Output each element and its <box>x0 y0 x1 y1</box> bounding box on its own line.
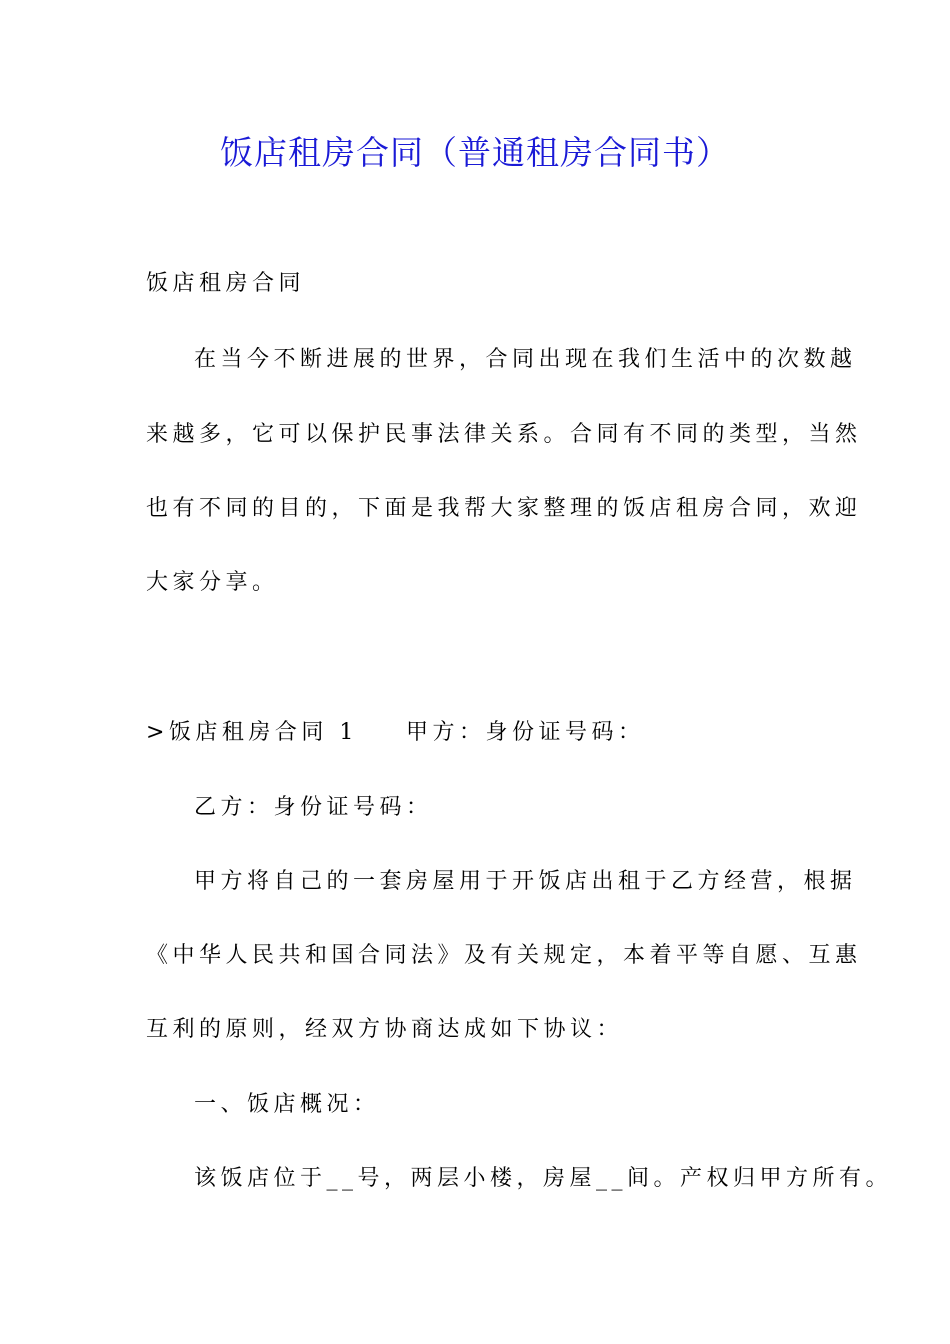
party-a-line: 甲方：身份证号码： <box>405 720 645 745</box>
intro-line-3: 也有不同的目的，下面是我帮大家整理的饭店租房合同，欢迎 <box>146 496 862 521</box>
body-line-1: 甲方将自己的一套房屋用于开饭店出租于乙方经营，根据 <box>194 869 857 894</box>
document-title: 饭店租房合同（普通租房合同书） <box>220 133 730 172</box>
intro-line-4: 大家分享。 <box>146 570 279 595</box>
clause1-text: 该饭店位于__号，两层小楼，房屋__间。产权归甲方所有。 <box>194 1166 893 1191</box>
body-line-3: 互利的原则，经双方协商达成如下协议： <box>146 1017 624 1042</box>
section1-row <box>146 715 816 751</box>
intro-line-1: 在当今不断进展的世界，合同出现在我们生活中的次数越 <box>194 347 857 372</box>
clause1-heading: 一、饭店概况： <box>194 1092 380 1117</box>
body-line-2: 《中华人民共和国合同法》及有关规定，本着平等自愿、互惠 <box>146 943 862 968</box>
intro-line-2: 来越多，它可以保护民事法律关系。合同有不同的类型，当然 <box>146 422 862 447</box>
party-b-line: 乙方：身份证号码： <box>194 795 433 820</box>
document-subtitle: 饭店租房合同 <box>146 271 306 296</box>
section1-heading: >饭店租房合同 1 <box>146 720 358 745</box>
